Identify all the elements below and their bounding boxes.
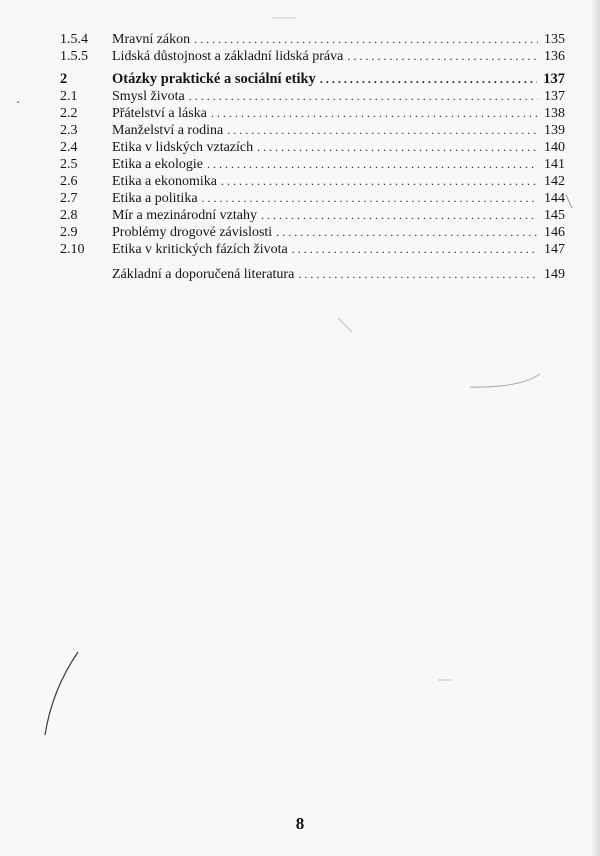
dot-leader <box>261 207 538 224</box>
toc-chapter-page: 137 <box>543 71 565 87</box>
dot-leader <box>292 241 538 258</box>
toc-entry-title: Mír a mezinárodní vztahy <box>112 208 258 223</box>
toc-entry-number: 2.2 <box>60 106 78 121</box>
toc-entry-title: Manželství a rodina <box>112 123 224 138</box>
toc-entry-number: 1.5.4 <box>60 32 88 47</box>
toc-entry-number: 2.7 <box>60 191 78 206</box>
toc-entry <box>60 105 565 122</box>
toc-literature-title: Základní a doporučená literatura <box>112 267 295 282</box>
toc-entry-number: 2.10 <box>60 242 85 257</box>
toc-entry-page: 135 <box>544 32 565 47</box>
toc-entry <box>60 122 565 139</box>
dot-leader <box>194 31 538 48</box>
page-edge-shadow <box>592 0 600 856</box>
toc-entry-title: Lidská důstojnost a základní lidská práva <box>112 49 344 64</box>
toc-entry-title: Etika v kritických fázích života <box>112 242 288 257</box>
toc-entry-page: 147 <box>544 242 565 257</box>
toc-chapter-title: Otázky praktické a sociální etiky <box>112 71 316 87</box>
toc-entry-number: 1.5.5 <box>60 49 88 64</box>
toc-entry-number: 2.5 <box>60 157 78 172</box>
toc-entry-title: Mravní zákon <box>112 32 191 47</box>
toc-entry <box>60 190 565 207</box>
toc-entry-number: 2.4 <box>60 140 78 155</box>
dot-leader <box>207 156 538 173</box>
toc-entry-number: 2.3 <box>60 123 78 138</box>
toc-entry <box>60 88 565 105</box>
toc-chapter-number: 2 <box>60 71 68 87</box>
toc-literature-entry <box>60 266 565 283</box>
toc-entry-page: 141 <box>544 157 565 172</box>
dot-leader <box>347 48 538 65</box>
toc-entry-page: 138 <box>544 106 565 121</box>
toc-entry-number: 2.6 <box>60 174 78 189</box>
toc-entry-page: 137 <box>544 89 565 104</box>
toc-entry <box>60 48 565 65</box>
dot-leader <box>202 190 538 207</box>
dot-leader <box>257 139 538 156</box>
dot-leader <box>227 122 538 139</box>
toc-entry-title: Etika a ekologie <box>112 157 203 172</box>
toc-entry-title: Problémy drogové závislosti <box>112 225 273 240</box>
toc-entry-page: 136 <box>544 49 565 64</box>
table-of-contents <box>60 31 565 283</box>
toc-entry <box>60 31 565 48</box>
toc-entry-page: 142 <box>544 174 565 189</box>
dot-leader <box>320 71 537 88</box>
page-number: 8 <box>295 814 305 833</box>
toc-entry-page: 145 <box>544 208 565 223</box>
toc-entry-number: 2.9 <box>60 225 78 240</box>
toc-entry-title: Etika v lidských vztazích <box>112 140 254 155</box>
toc-entry <box>60 241 565 258</box>
toc-entry <box>60 139 565 156</box>
toc-entry-title: Etika a ekonomika <box>112 174 217 189</box>
dot-leader <box>221 173 538 190</box>
dot-leader <box>298 266 538 283</box>
toc-entry <box>60 173 565 190</box>
toc-entry-page: 146 <box>544 225 565 240</box>
toc-entry-page: 140 <box>544 140 565 155</box>
toc-entry-title: Přátelství a láska <box>112 106 207 121</box>
toc-entry-title: Smysl života <box>112 89 185 104</box>
toc-entry-number: 2.8 <box>60 208 78 223</box>
toc-literature-page: 149 <box>544 267 565 282</box>
toc-entry-number: 2.1 <box>60 89 78 104</box>
toc-entry-title: Etika a politika <box>112 191 198 206</box>
toc-entry-page: 139 <box>544 123 565 138</box>
dot-leader <box>276 224 538 241</box>
toc-entry <box>60 207 565 224</box>
dot-leader <box>211 105 538 122</box>
dot-leader <box>189 88 538 105</box>
toc-entry <box>60 156 565 173</box>
toc-entry <box>60 224 565 241</box>
toc-chapter-heading <box>60 71 565 88</box>
toc-entry-page: 144 <box>544 191 565 206</box>
